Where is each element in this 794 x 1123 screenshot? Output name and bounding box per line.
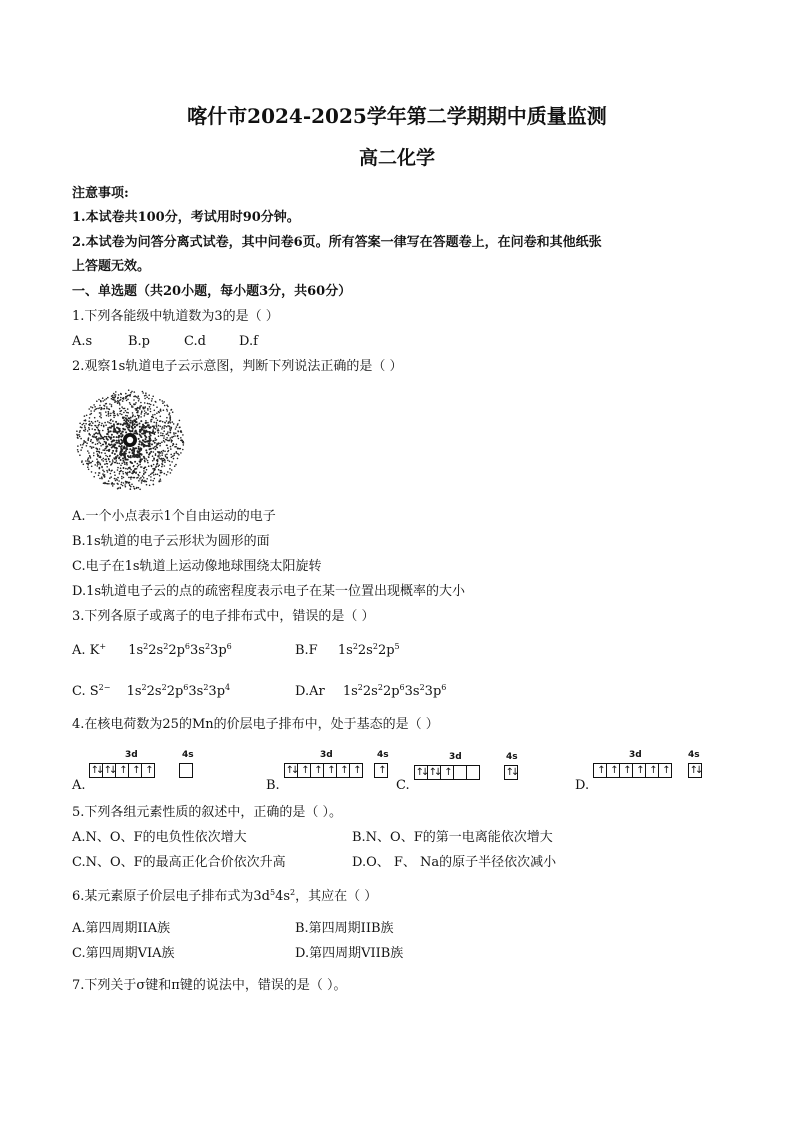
q6-stem-prefix: 6.某元素原子价层电子排布式为3d <box>72 889 270 904</box>
q5-option-d: D.O、 F、 Na的原子半径依次减小 <box>352 855 557 870</box>
label-3d: 3d <box>125 750 138 760</box>
q4-option-a-label: A. <box>72 778 86 793</box>
q1-option-c: C.d <box>184 334 206 349</box>
q6-option-b: B.第四周期IIB族 <box>295 921 394 936</box>
q4-option-c-label: C. <box>396 778 410 793</box>
q2-option-c: C.电子在1s轨道上运动像地球围绕太阳旋转 <box>72 559 322 574</box>
q2-option-d: D.1s轨道电子云的点的疏密程度表示电子在某一位置出现概率的大小 <box>72 584 466 599</box>
q3-option-d <box>295 684 446 700</box>
notice-item-1: 1.本试卷共100分，考试用时90分钟。 <box>72 210 300 225</box>
q3-option-c-config: $1s^22s^22p^63s^23p^4$ <box>126 683 231 699</box>
q3-option-a-charge: + <box>99 642 107 651</box>
section-1-heading: 一、单选题（共20小题，每小题3分，共60分） <box>72 284 352 299</box>
q3-option-b-config: $1s^22s^22p^5$ <box>337 642 400 658</box>
q3-option-b <box>295 643 400 659</box>
label-4s: 4s <box>506 752 518 762</box>
notice-item-2-line-2: 上答题无效。 <box>72 259 151 274</box>
q6-stem-suffix: ，其应在（ ） <box>295 889 378 904</box>
q3-stem: 3.下列各原子或离子的电子排布式中，错误的是（ ） <box>72 609 375 624</box>
q1-option-d: D.f <box>239 334 258 349</box>
q3-option-b-label: B.F <box>295 643 318 658</box>
q3-option-c-charge: 2− <box>98 683 111 692</box>
q1-stem: 1.下列各能级中轨道数为3的是（ ） <box>72 309 279 324</box>
q3-option-c-label: C. S <box>72 684 99 699</box>
q5-option-c: C.N、O、F的最高正化合价依次升高 <box>72 855 286 870</box>
q2-option-a: A.一个小点表示1个自由运动的电子 <box>72 509 276 524</box>
q4-option-b-label: B. <box>266 778 280 793</box>
q1-option-a: A.s <box>72 334 93 349</box>
q5-option-b: B.N、O、F的第一电离能依次增大 <box>352 830 553 845</box>
electron-cloud-image <box>74 386 186 498</box>
q4-stem: 4.在核电荷数为25的Mn的价层电子排布中，处于基态的是（ ） <box>72 717 439 732</box>
exam-title: 喀什市2024-2025学年第二学期期中质量监测 <box>187 104 607 128</box>
q3-option-d-config: $1s^22s^22p^63s^23p^6$ <box>342 683 447 699</box>
q1-option-b: B.p <box>128 334 151 349</box>
label-3d: 3d <box>629 750 642 760</box>
q6-option-d: D.第四周期VIIB族 <box>295 946 404 961</box>
q7-stem: 7.下列关于σ键和π键的说法中，错误的是（ ）。 <box>72 978 347 993</box>
q5-stem: 5.下列各组元素性质的叙述中，正确的是（ ）。 <box>72 805 343 820</box>
q2-option-b: B.1s轨道的电子云形状为圆形的面 <box>72 534 270 549</box>
notice-item-2-line-1: 2.本试卷为问答分离式试卷，其中问卷6页。所有答案一律写在答题卷上，在问卷和其他纸张 <box>72 235 602 250</box>
notice-heading: 注意事项: <box>72 186 129 201</box>
label-3d: 3d <box>320 750 333 760</box>
q6-option-c: C.第四周期VIA族 <box>72 946 175 961</box>
q3-option-a <box>72 643 232 659</box>
q3-option-a-config: $1s^22s^22p^63s^23p^6$ <box>128 642 232 658</box>
label-4s: 4s <box>182 750 194 760</box>
q6-option-a: A.第四周期IIA族 <box>72 921 171 936</box>
q2-stem: 2.观察1s轨道电子云示意图，判断下列说法正确的是（ ） <box>72 359 403 374</box>
exam-subject: 高二化学 <box>358 147 435 169</box>
q4-option-d-label: D. <box>575 778 590 793</box>
q3-option-c <box>72 684 230 700</box>
q3-option-a-label: A. K <box>72 643 100 658</box>
q3-option-d-label: D.Ar <box>295 684 325 699</box>
q5-option-a: A.N、O、F的电负性依次增大 <box>72 830 247 845</box>
label-3d: 3d <box>449 752 462 762</box>
label-4s: 4s <box>688 750 700 760</box>
label-4s: 4s <box>377 750 389 760</box>
q6-stem: 6.某元素原子价层电子排布式为$3d^54s^2$，其应在（ ） <box>72 888 378 904</box>
